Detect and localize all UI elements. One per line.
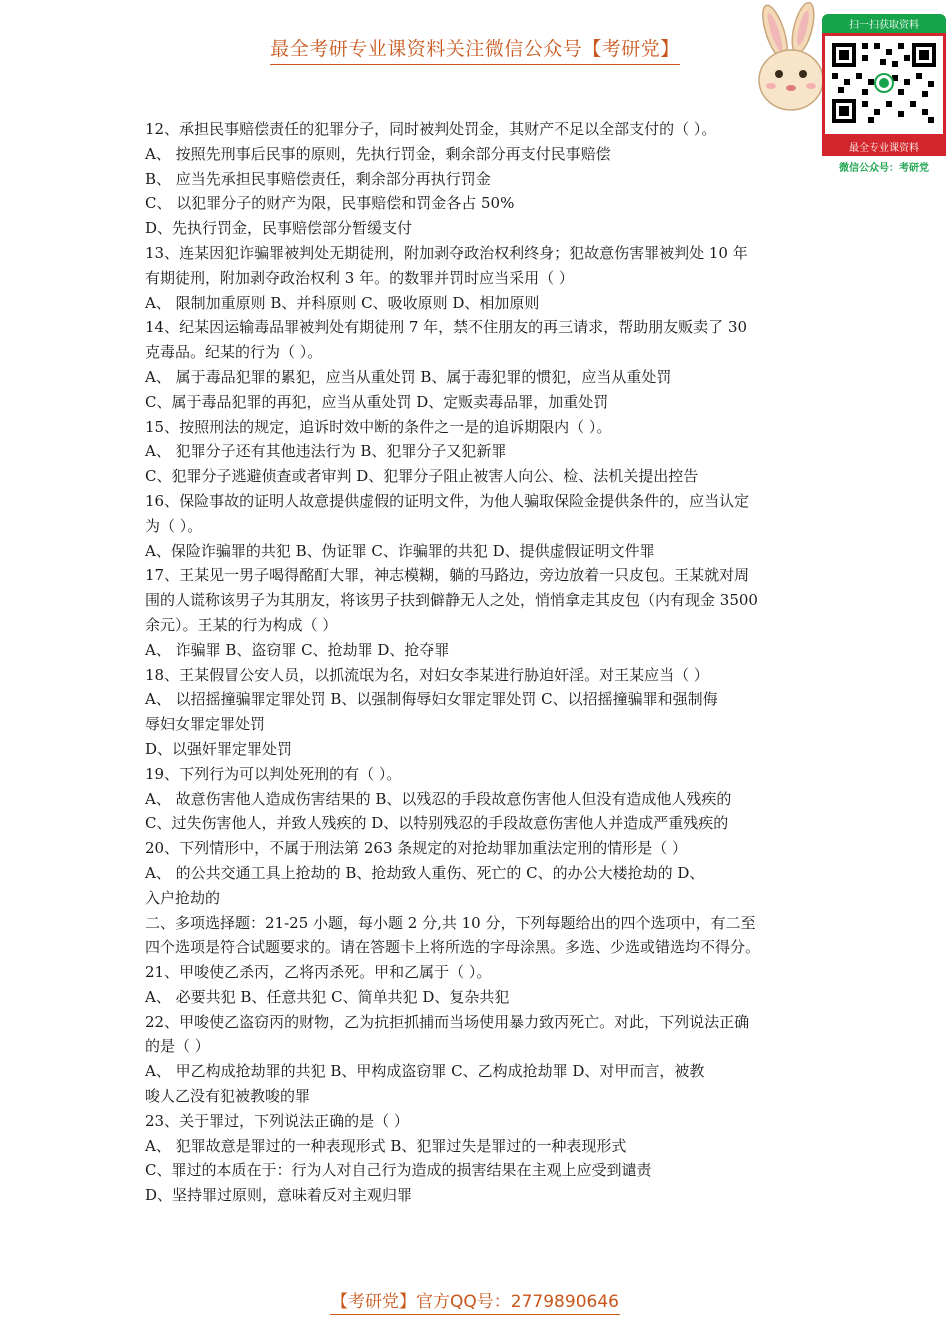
text-line: C、罪过的本质在于：行为人对自己行为造成的损害结果在主观上应受到谴责: [145, 1161, 652, 1180]
text-line: 余元）。王某的行为构成（ ）: [145, 615, 338, 634]
text-line: A、 按照先刑事后民事的原则，先执行罚金，剩余部分再支付民事赔偿: [145, 144, 611, 163]
text-line: 四个选项是符合试题要求的。请在答题卡上将所选的字母涂黑。多选、少选或错选均不得分。: [145, 938, 761, 957]
qr-code-panel: [822, 14, 946, 174]
qr-code-icon: [828, 39, 940, 127]
text-line: A、 必要共犯 B、任意共犯 C、简单共犯 D、复杂共犯: [145, 987, 510, 1006]
text-line: A、 的公共交通工具上抢劫的 B、抢劫致人重伤、死亡的 C、的办公大楼抢劫的 D、: [145, 863, 705, 882]
text-line: 19、下列行为可以判处死刑的有（ ）。: [145, 764, 402, 783]
text-line: A、 甲乙构成抢劫罪的共犯 B、甲构成盗窃罪 C、乙构成抢劫罪 D、对甲而言，被教: [145, 1062, 705, 1081]
text-line: 12、承担民事赔偿责任的犯罪分子，同时被判处罚金，其财产不足以全部支付的（ ）。: [145, 120, 717, 138]
text-line: C、过失伤害他人，并致人残疾的 D、以特别残忍的手段故意伤害他人并造成严重残疾的: [145, 814, 729, 833]
qr-caption: 微信公众号：考研党: [839, 163, 929, 174]
text-line: 16、保险事故的证明人故意提供虚假的证明文件，为他人骗取保险金提供条件的，应当认定: [145, 491, 750, 510]
text-line: A、 诈骗罪 B、盗窃罪 C、抢劫罪 D、抢夺罪: [145, 640, 450, 659]
text-line: A、 故意伤害他人造成伤害结果的 B、以残忍的手段故意伤害他人但没有造成他人残疾的: [145, 789, 732, 808]
text-line: 辱妇女罪定罪处罚: [145, 715, 266, 734]
text-line: 14、纪某因运输毒品罪被判处有期徒刑 7 年，禁不住朋友的再三请求，帮助朋友贩卖了 30: [145, 318, 748, 337]
text-line: A、 限制加重原则 B、并科原则 C、吸收原则 D、相加原则: [145, 293, 540, 312]
text-line: 为（ ）。: [145, 516, 203, 535]
text-line: 22、甲唆使乙盗窃丙的财物，乙为抗拒抓捕而当场使用暴力致丙死亡。对此，下列说法正确: [145, 1012, 750, 1031]
text-line: 17、王某见一男子喝得酩酊大罪，神志模糊，躺的马路边，旁边放着一只皮包。王某就对周: [145, 566, 750, 585]
text-line: 23、关于罪过，下列说法正确的是（ ）: [145, 1111, 409, 1130]
text-line: A、 犯罪故意是罪过的一种表现形式 B、犯罪过失是罪过的一种表现形式: [145, 1136, 627, 1155]
text-line: C、 以犯罪分子的财产为限，民事赔偿和罚金各占 50%: [145, 194, 515, 213]
text-line: 13、连某因犯诈骗罪被判处无期徒刑，附加剥夺政治权利终身；犯故意伤害罪被判处 10 年: [145, 243, 748, 262]
qr-top-label: 扫一扫获取资料: [822, 14, 946, 33]
text-line: C、犯罪分子逃避侦查或者审判 D、犯罪分子阻止被害人向公、检、法机关提出控告: [145, 467, 699, 486]
text-line: 15、按照刑法的规定，追诉时效中断的条件之一是的追诉期限内（ ）。: [145, 417, 612, 436]
text-line: 唆人乙没有犯被教唆的罪: [145, 1087, 311, 1106]
text-line: A、 犯罪分子还有其他违法行为 B、犯罪分子又犯新罪: [145, 442, 507, 461]
text-line: 二、多项选择题：21-25 小题，每小题 2 分,共 10 分，下列每题给出的四个选项中，有二至: [145, 913, 756, 932]
text-line: 21、甲唆使乙杀丙，乙将丙杀死。甲和乙属于（ ）。: [145, 963, 492, 982]
text-line: A、 属于毒品犯罪的累犯，应当从重处罚 B、属于毒犯罪的惯犯，应当从重处罚: [145, 367, 672, 386]
text-line: 围的人谎称该男子为其朋友，将该男子扶到僻静无人之处，悄悄拿走其皮包（内有现金 3500: [145, 591, 758, 610]
question-list: [145, 117, 810, 1208]
text-line: D、先执行罚金，民事赔偿部分暂缓支付: [145, 219, 413, 238]
text-line: 入户抢劫的: [145, 888, 221, 907]
text-line: A、 以招摇撞骗罪定罪处罚 B、以强制侮辱妇女罪定罪处罚 C、以招摇撞骗罪和强制侮: [145, 690, 718, 709]
header-banner: 最全考研专业课资料关注微信公众号【考研党】: [270, 34, 680, 65]
text-line: D、以强奸罪定罪处罚: [145, 739, 293, 758]
text-line: 有期徒刑，附加剥夺政治权利 3 年。的数罪并罚时应当采用（ ）: [145, 268, 574, 287]
text-line: B、 应当先承担民事赔偿责任，剩余部分再执行罚金: [145, 169, 491, 188]
text-line: 克毒品。纪某的行为（ ）。: [145, 343, 323, 362]
text-line: 18、王某假冒公安人员，以抓流氓为名，对妇女李某进行胁迫奸淫。对王某应当（ ）: [145, 665, 709, 684]
text-line: D、坚持罪过原则，意味着反对主观归罪: [145, 1186, 413, 1205]
footer-contact: 【考研党】官方QQ号：2779890646: [330, 1287, 620, 1315]
text-line: A、保险诈骗罪的共犯 B、伪证罪 C、诈骗罪的共犯 D、提供虚假证明文件罪: [145, 541, 655, 560]
text-line: 20、下列情形中，不属于刑法第 263 条规定的对抢劫罪加重法定刑的情形是（ ）: [145, 839, 688, 858]
text-line: 的是（ ）: [145, 1037, 210, 1056]
qr-bottom-label: 最全专业课资料: [822, 137, 946, 156]
text-line: C、属于毒品犯罪的再犯，应当从重处罚 D、定贩卖毒品罪，加重处罚: [145, 392, 609, 411]
